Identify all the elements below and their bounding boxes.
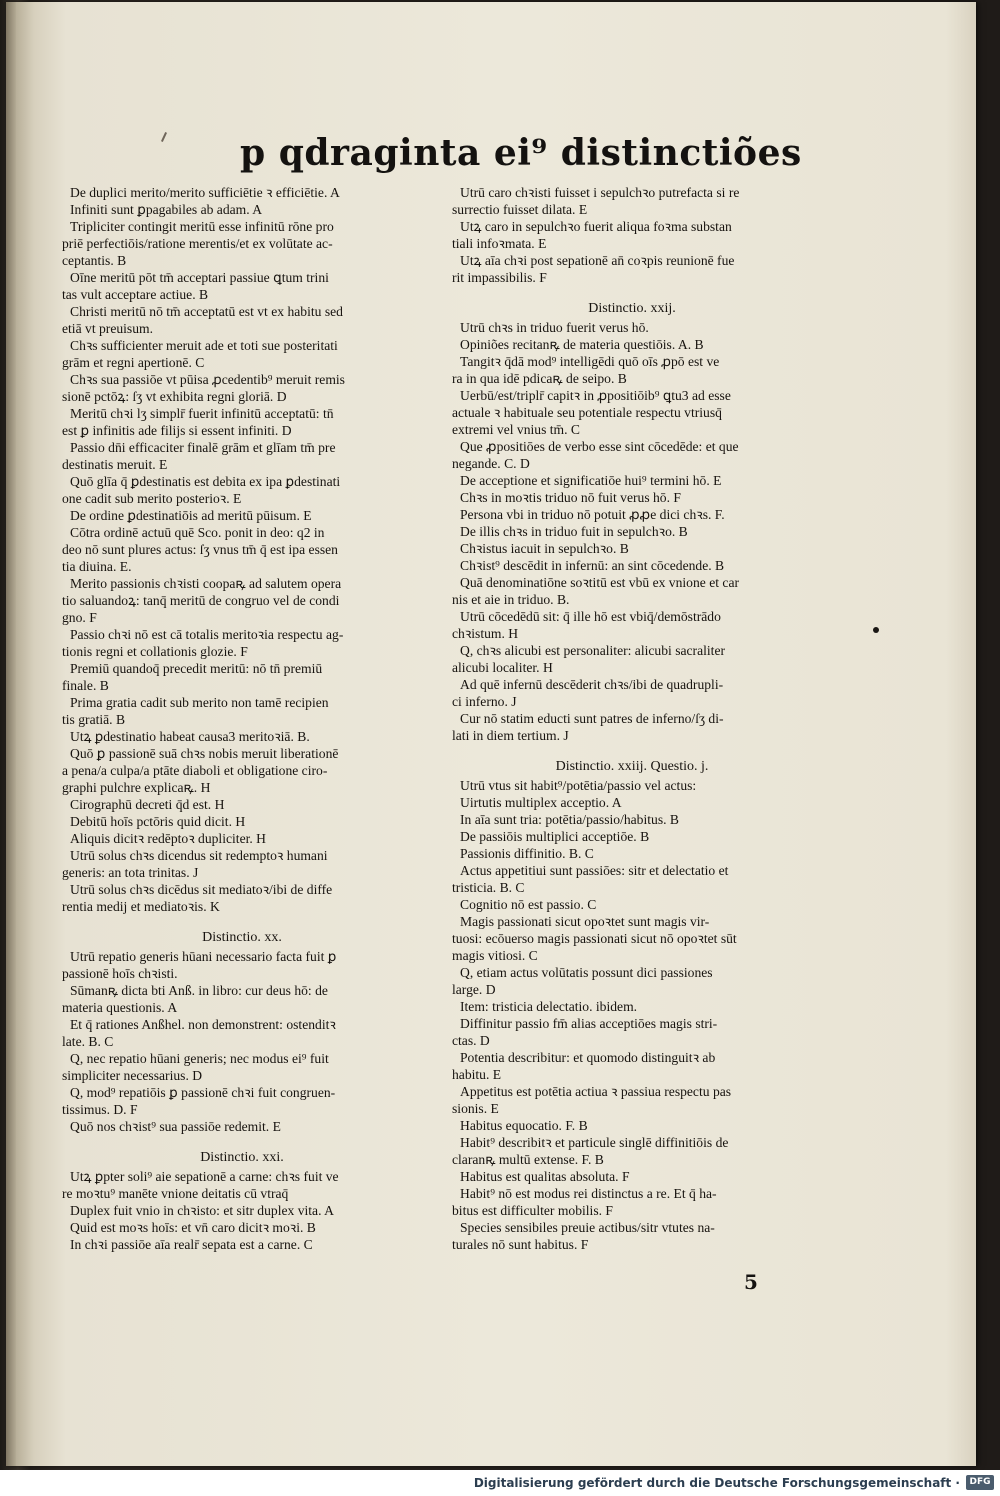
index-entry-continuation: late. B. C: [62, 1034, 114, 1049]
index-entry-continuation: alicubi localiter. H: [452, 660, 553, 675]
index-entry-continuation: turales nō sunt habitus. F: [452, 1237, 589, 1252]
index-entry: Utꝝ caro in sepulchꝛo fuerit aliqua foꝛma substan: [460, 219, 732, 234]
index-entry: De illis chꝛs in triduo fuit in sepulchꝛo. B: [460, 524, 688, 539]
index-entry-continuation: ci inferno. J: [452, 694, 517, 709]
index-entry: Utrū repatio generis hūani necessario facta fuit ꝑ: [70, 949, 337, 964]
index-entry: Duplex fuit vnio in chꝛisto: et sitr duplex vita. A: [70, 1203, 334, 1218]
running-head: p qdraginta ei⁹ distinctiões: [240, 132, 802, 174]
index-entry-continuation: generis: an tota trinitas. J: [62, 865, 199, 880]
index-entry-continuation: tio saluandoꝝ: tanq̄ meritū de congruo vel de condi: [62, 593, 340, 608]
index-entry: Passionis diffinitio. B. C: [460, 846, 594, 861]
index-entry-continuation: one cadit sub merito posterioꝛ. E: [62, 491, 242, 506]
index-entry: Diffinitur passio fm̄ alias acceptiōes magis stri-: [460, 1016, 718, 1031]
dfg-logo: DFG: [966, 1475, 994, 1490]
index-entry-continuation: tis gratiā. B: [62, 712, 126, 727]
index-entry: In chꝛi passiōe aīa realr̄ sepata est a carne. C: [70, 1237, 313, 1252]
index-entry-continuation: etiā vt preuisum.: [62, 321, 153, 336]
index-entry-continuation: lati in diem tertium. J: [452, 728, 569, 743]
index-entry-continuation: habitu. E: [452, 1067, 502, 1082]
index-entry: Utꝝ ꝑpter soli⁹ aie sepationē a carne: chꝛs fuit ve: [70, 1169, 339, 1184]
index-entry-continuation: tristicia. B. C: [452, 880, 525, 895]
index-entry: Quō glīa q̄ ꝑdestinatis est debita ex ipa ꝑdestinati: [70, 474, 341, 489]
index-entry: Infiniti sunt ꝑpagabiles ab adam. A: [70, 202, 263, 217]
index-entry: Q, etiam actus volūtatis possunt dici passiones: [460, 965, 713, 980]
index-entry: Utrū cōcedēdū sit: q̄ ille hō est vbiq̄/demōstrādo: [460, 609, 721, 624]
index-entry: Quid est moꝛs hoīs: et vn̄ caro dicitꝛ moꝛi. B: [70, 1220, 316, 1235]
index-entry: Q, nec repatio hūani generis; nec modus ei⁹ fuit: [70, 1051, 329, 1066]
index-entry-continuation: tionis regni et collationis glozie. F: [62, 644, 248, 659]
index-entry: Et q̄ rationes Anßhel. non demonstrent: ostenditꝛ: [70, 1017, 336, 1032]
index-entry-continuation: sionē pctōꝝ: ſʒ vt exhibita regni gloriā. D: [62, 389, 287, 404]
index-entry-continuation: tuosi: ecōuerso magis passionati sicut nō opoꝛtet sūt: [452, 931, 737, 946]
index-entry: De acceptione et significatiōe hui⁹ termini hō. E: [460, 473, 722, 488]
index-entry: Chꝛs sufficienter meruit ade et toti sue posteritati: [70, 338, 338, 353]
page-gutter-edge: [6, 2, 16, 1466]
index-entry: Quō nos chꝛist⁹ sua passiōe redemit. E: [70, 1119, 281, 1134]
distinctio-heading: Distinctio. xx.: [202, 930, 282, 945]
index-entry: Utꝝ ꝑdestinatio habeat causa3 meritoꝛiā. B.: [70, 729, 310, 744]
index-entry-continuation: est ꝑ infinitis ade filijs si essent infiniti. D: [62, 423, 292, 438]
index-entry: Passio chꝛi nō est cā totalis meritoꝛia respectu ag-: [70, 627, 344, 642]
index-entry: De passiōis multiplici acceptiōe. B: [460, 829, 650, 844]
index-entry-continuation: claranꝶ multū extense. F. B: [452, 1152, 604, 1167]
index-entry-continuation: grām et regni apertionē. C: [62, 355, 205, 370]
index-entry: Cur nō statim educti sunt patres de inferno/ſʒ di-: [460, 711, 724, 726]
index-entry-continuation: rit impassibilis. F: [452, 270, 547, 285]
index-entry: Magis passionati sicut opoꝛtet sunt magis vir-: [460, 914, 710, 929]
index-entry-continuation: negande. C. D: [452, 456, 530, 471]
index-entry: Chꝛist⁹ descēdit in infernū: an sint cōcedende. B: [460, 558, 725, 573]
index-entry: Premiū quandoq̄ precedit meritū: nō tn̄ premiū: [70, 661, 323, 676]
index-entry-continuation: simpliciter necessarius. D: [62, 1068, 203, 1083]
index-entry: Sūmanꝶ dicta bti Anß. in libro: cur deus hō: de: [70, 983, 328, 998]
index-entry-continuation: extremi vel vnius tm̄. C: [452, 422, 580, 437]
folio-number: 5: [744, 1270, 758, 1294]
index-entry: De ordine ꝑdestinatiōis ad meritū pūisum. E: [70, 508, 312, 523]
index-entry: Ad quē infernū descēderit chꝛs/ibi de quadrupli-: [460, 677, 724, 692]
index-entry: Q, chꝛs alicubi est personaliter: alicubi sacraliter: [460, 643, 726, 658]
index-entry: Chꝛistus iacuit in sepulchꝛo. B: [460, 541, 629, 556]
index-entry: Utrū chꝛs in triduo fuerit verus hō.: [460, 320, 649, 335]
index-entry: Meritū chꝛi lʒ simplr̄ fuerit infinitū acceptatū: tn̄: [70, 406, 334, 421]
index-entry: Passio dn̄i efficaciter finalē grām et glīam tm̄ pre: [70, 440, 336, 455]
index-entry: Habitus equocatio. F. B: [460, 1118, 588, 1133]
index-entry: Habit⁹ nō est modus rei distinctus a re. Et q̄ ha-: [460, 1186, 717, 1201]
index-entry: Cōtra ordinē actuū quē Sco. ponit in deo: q2 in: [70, 525, 325, 540]
index-entry: Cirographū decreti q̄d est. H: [70, 797, 225, 812]
index-entry-continuation: ceptantis. B: [62, 253, 127, 268]
index-entry: Habit⁹ describitꝛ et particule singlē diffinitiōis de: [460, 1135, 729, 1150]
index-entry: Opiniões recitanꝶ de materia questiōis. A. B: [460, 337, 704, 352]
right-column: [452, 184, 812, 1253]
index-entry: In aīa sunt tria: potētia/passio/habitus. B: [460, 812, 679, 827]
index-entry-continuation: tissimus. D. F: [62, 1102, 138, 1117]
index-entry: Tangitꝛ q̄dā mod⁹ intelligēdi quō oīs ꝓpō est ve: [460, 354, 720, 369]
index-entry-continuation: graphi pulchre explicaꝶ. H: [62, 780, 211, 795]
index-entry-continuation: magis vitiosi. C: [452, 948, 538, 963]
index-entry-continuation: ctas. D: [452, 1033, 490, 1048]
index-entry-continuation: destinatis meruit. E: [62, 457, 168, 472]
index-entry: Merito passionis chꝛisti coopaꝶ ad salutem opera: [70, 576, 342, 591]
distinctio-heading: Distinctio. xxi.: [200, 1150, 284, 1165]
index-entry-continuation: re moꝛtu⁹ manēte vnione deitatis cū vtraq̄: [62, 1186, 289, 1201]
index-entry: Quā denominatiōne soꝛtitū est vbū ex vnione et car: [460, 575, 740, 590]
distinctio-heading: Distinctio. xxij.: [588, 301, 676, 316]
index-entry: Uirtutis multiplex acceptio. A: [460, 795, 622, 810]
index-entry: Debitū hoīs pctōris quid dicit. H: [70, 814, 246, 829]
index-entry-continuation: large. D: [452, 982, 496, 997]
index-entry: Utrū solus chꝛs dicēdus sit mediatoꝛ/ibi de diffe: [70, 882, 333, 897]
index-entry: Utrū solus chꝛs dicendus sit redemptoꝛ humani: [70, 848, 328, 863]
index-entry-continuation: passionē hoīs chꝛisti.: [62, 966, 178, 981]
index-entry-continuation: bitus est difficulter mobilis. F: [452, 1203, 613, 1218]
index-entry: Q, mod⁹ repatiōis ꝑ passionē chꝛi fuit congruen-: [70, 1085, 336, 1100]
digitization-footer: [0, 1470, 1000, 1496]
index-entry-continuation: materia questionis. A: [62, 1000, 178, 1015]
index-entry-continuation: rentia medij et mediatoꝛis. K: [62, 899, 220, 914]
index-entry-continuation: surrectio fuisset dilata. E: [452, 202, 588, 217]
index-entry: Uerbū/est/triplr̄ capitꝛ in ꝓpositiōib⁹ ꝗtu3 ad esse: [460, 388, 731, 403]
index-entry: Que ꝓpositiōes de verbo esse sint cōcedēde: et que: [460, 439, 739, 454]
footer-credit: Digitalisierung gefördert durch die Deutsche Forschungsgemeinschaft ·: [473, 1476, 960, 1490]
index-entry-continuation: a pena/a culpa/a ptāte diaboli et obligatione ciro-: [62, 763, 328, 778]
index-entry-continuation: actuale ꝛ habituale seu potentiale respectu vtriusq̄: [452, 405, 722, 420]
index-entry-continuation: nis et aie in triduo. B.: [452, 592, 570, 607]
index-entry: Christi meritū nō tm̄ acceptatū est vt ex habitu sed: [70, 304, 343, 319]
index-entry-continuation: ra in qua idē pdicaꝶ de seipo. B: [452, 371, 627, 386]
index-entry: Actus appetitiui sunt passiōes: sitr et delectatio et: [460, 863, 729, 878]
index-entry: Oīne meritū pōt tm̄ acceptari passiue ꝗtum trini: [70, 270, 329, 285]
left-column: [62, 184, 422, 1253]
index-entry-continuation: chꝛistum. H: [452, 626, 519, 641]
index-entry: Tripliciter contingit meritū esse infinitū rōne pro: [70, 219, 334, 234]
index-entry-continuation: tas vult acceptare actiue. B: [62, 287, 209, 302]
index-entry: Chꝛs in moꝛtis triduo nō fuit verus hō. F: [460, 490, 681, 505]
distinctio-heading: Distinctio. xxiij. Questio. j.: [555, 759, 709, 774]
index-entry: Appetitus est potētia actiua ꝛ passiua respectu pas: [460, 1084, 732, 1099]
index-entry: Item: tristicia delectatio. ibidem.: [460, 999, 638, 1014]
index-entry: Prima gratia cadit sub merito non tamē recipien: [70, 695, 329, 710]
index-entry: Quō ꝑ passionē suā chꝛs nobis meruit liberationē: [70, 746, 339, 761]
index-entry: Utrū vtus sit habit⁹/potētia/passio vel actus:: [460, 778, 697, 793]
index-entry: Utꝝ aīa chꝛi post sepationē an̄ coꝛpis reunionē fue: [460, 253, 735, 268]
index-entry-continuation: tiali infoꝛmata. E: [452, 236, 547, 251]
ink-dot: [873, 627, 879, 633]
index-entry: Aliquis dicitꝛ redēptoꝛ dupliciter. H: [70, 831, 266, 846]
index-entry: Utrū caro chꝛisti fuisset i sepulchꝛo putrefacta si re: [460, 185, 740, 200]
index-entry-continuation: finale. B: [62, 678, 109, 693]
index-entry: Cognitio nō est passio. C: [460, 897, 597, 912]
index-entry-continuation: tia diuina. E.: [62, 559, 132, 574]
index-entry-continuation: sionis. E: [452, 1101, 499, 1116]
index-entry: Chꝛs sua passiōe vt pūisa ꝓcedentib⁹ meruit remis: [70, 372, 345, 387]
index-entry: De duplici merito/merito sufficiētie ꝛ efficiētie. A: [70, 185, 340, 200]
index-entry: Habitus est qualitas absoluta. F: [460, 1169, 630, 1184]
index-entry: Persona vbi in triduo nō potuit ꝓꝓe dici chꝛs. F.: [460, 507, 725, 522]
index-entry-continuation: gno. F: [62, 610, 97, 625]
index-entry-continuation: priē perfectiōis/ratione merentis/et ex volūtate ac-: [62, 236, 333, 251]
index-entry-continuation: deo nō sunt plures actus: ſʒ vnus tm̄ q̄ est ipa essen: [62, 542, 338, 557]
index-entry: Potentia describitur: et quomodo distinguitꝛ ab: [460, 1050, 716, 1065]
index-entry: Species sensibiles preuie actibus/sitr vtutes na-: [460, 1220, 715, 1235]
